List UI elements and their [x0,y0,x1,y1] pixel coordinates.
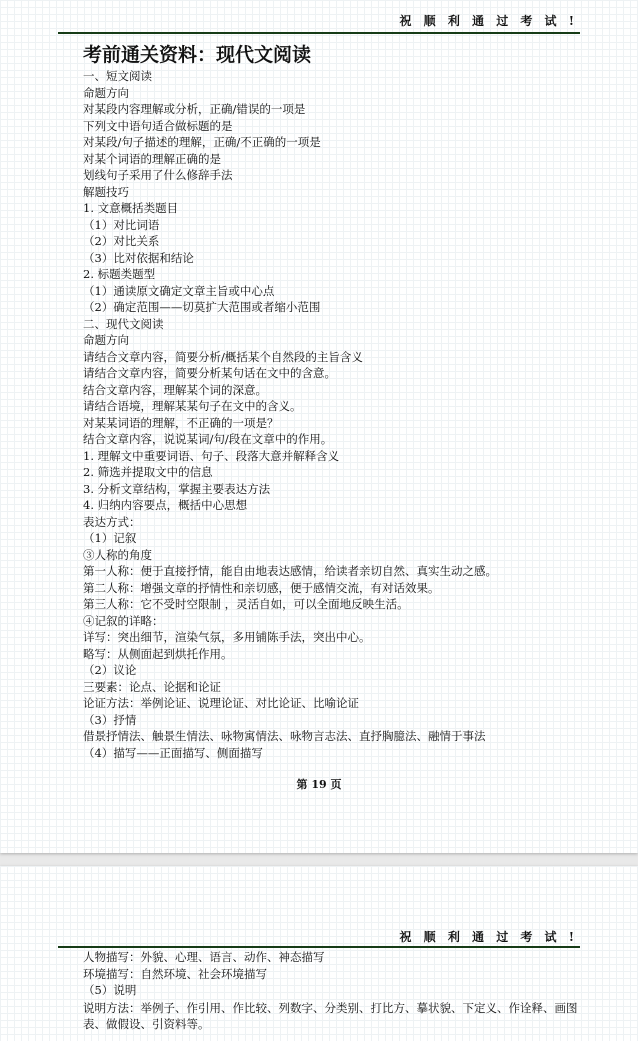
text-line: （1）对比词语 [83,217,160,232]
text-line: 3. 分析文章结构，掌握主要表达方法 [83,481,271,496]
text-line: （2）确定范围——切莫扩大范围或者缩小范围 [83,300,321,314]
page2-body [83,949,580,1033]
text-line: 对某某词语的理解，不正确的一项是？ [83,415,279,430]
text-line: 对某个词语的理解正确的是 [83,151,221,166]
text-line: （5）说明 [83,983,137,997]
text-line: 结合文章内容，理解某个词的深意。 [83,382,267,397]
text-line: 一、短文阅读 [83,69,152,83]
text-line: 解题技巧 [83,184,129,199]
text-line: 论证方法：举例论证、说理论证、对比论证、比喻论证 [83,696,359,710]
page-title: 考前通关资料：现代文阅读 [83,44,312,66]
text-line: 详写：突出细节，渲染气氛，多用铺陈手法，突出中心。 [83,630,371,644]
text-line: （2）对比关系 [83,234,160,248]
text-line: ④记叙的详略： [83,613,164,628]
header-rule [58,32,580,34]
text-line: 1. 文意概括类题目 [83,201,179,215]
page1-body [83,68,580,761]
text-line: 第三人称：它不受时空限制 ，灵活自如，可以全面地反映生活。 [83,597,409,611]
text-line: 环境描写：自然环境、社会环境描写 [83,966,267,981]
text-paragraph: 说明方法：举例子、作引用、作比较、列数字、分类别、打比方、摹状貌、下定义、作诠释、画图表、做假设、引资料等。 [83,1000,578,1031]
text-line: （1）通读原文确定文章主旨或中心点 [83,283,275,298]
page-number: 第 19 页 [296,778,342,791]
text-line: （3）比对依据和结论 [83,250,194,265]
text-line: 2. 标题类题型 [83,267,156,281]
text-line: 划线句子采用了什么修辞手法 [83,168,233,182]
text-line: 二、现代文阅读 [83,316,164,331]
text-line: 下列文中语句适合做标题的是 [83,118,233,133]
text-line: 请结合语境，理解某某句子在文中的含义。 [83,399,302,413]
text-line: 三要素：论点、论据和论证 [83,679,221,694]
text-line: 命题方向 [83,85,129,100]
text-line: 表达方式： [83,514,141,529]
header-rule [58,946,580,948]
text-line: （3）抒情 [83,712,137,727]
text-line: 对某段/句子描述的理解，正确/不正确的一项是 [83,135,321,149]
text-line: 请结合文章内容，简要分析某句话在文中的含意。 [83,366,336,380]
text-line: ③人称的角度 [83,547,152,562]
text-line: （1）记叙 [83,531,137,545]
header-slogan: 祝 顺 利 通 过 考 试 ! [399,14,578,28]
text-line: 1. 理解文中重要词语、句子、段落大意并解释含义 [83,448,340,463]
text-line: 命题方向 [83,333,129,347]
text-line: 2. 筛选并提取文中的信息 [83,465,213,479]
header-slogan: 祝 顺 利 通 过 考 试 ! [399,930,578,944]
text-line: 第二人称：增强文章的抒情性和亲切感，便于感情交流，有对话效果。 [83,580,440,595]
text-line: 借景抒情法、触景生情法、咏物寓情法、咏物言志法、直抒胸臆法、融情于事法 [83,729,486,743]
text-line: （2）议论 [83,663,137,677]
text-line: 略写：从侧面起到烘托作用。 [83,646,233,661]
document-page-2 [0,866,638,1041]
text-line: 第一人称：便于直接抒情，能自由地表达感情，给读者亲切自然、真实生动之感。 [83,564,497,578]
text-line: 结合文章内容，说说某词/句/段在文章中的作用。 [83,432,333,446]
text-line: 4. 归纳内容要点，概括中心思想 [83,498,248,512]
text-line: 对某段内容理解或分析，正确/错误的一项是 [83,102,306,116]
text-line: （4）描写——正面描写、侧面描写 [83,745,263,760]
text-line: 人物描写：外貌、心理、语言、动作、神态描写 [83,950,325,964]
text-line: 请结合文章内容，简要分析/概括某个自然段的主旨含义 [83,349,363,364]
